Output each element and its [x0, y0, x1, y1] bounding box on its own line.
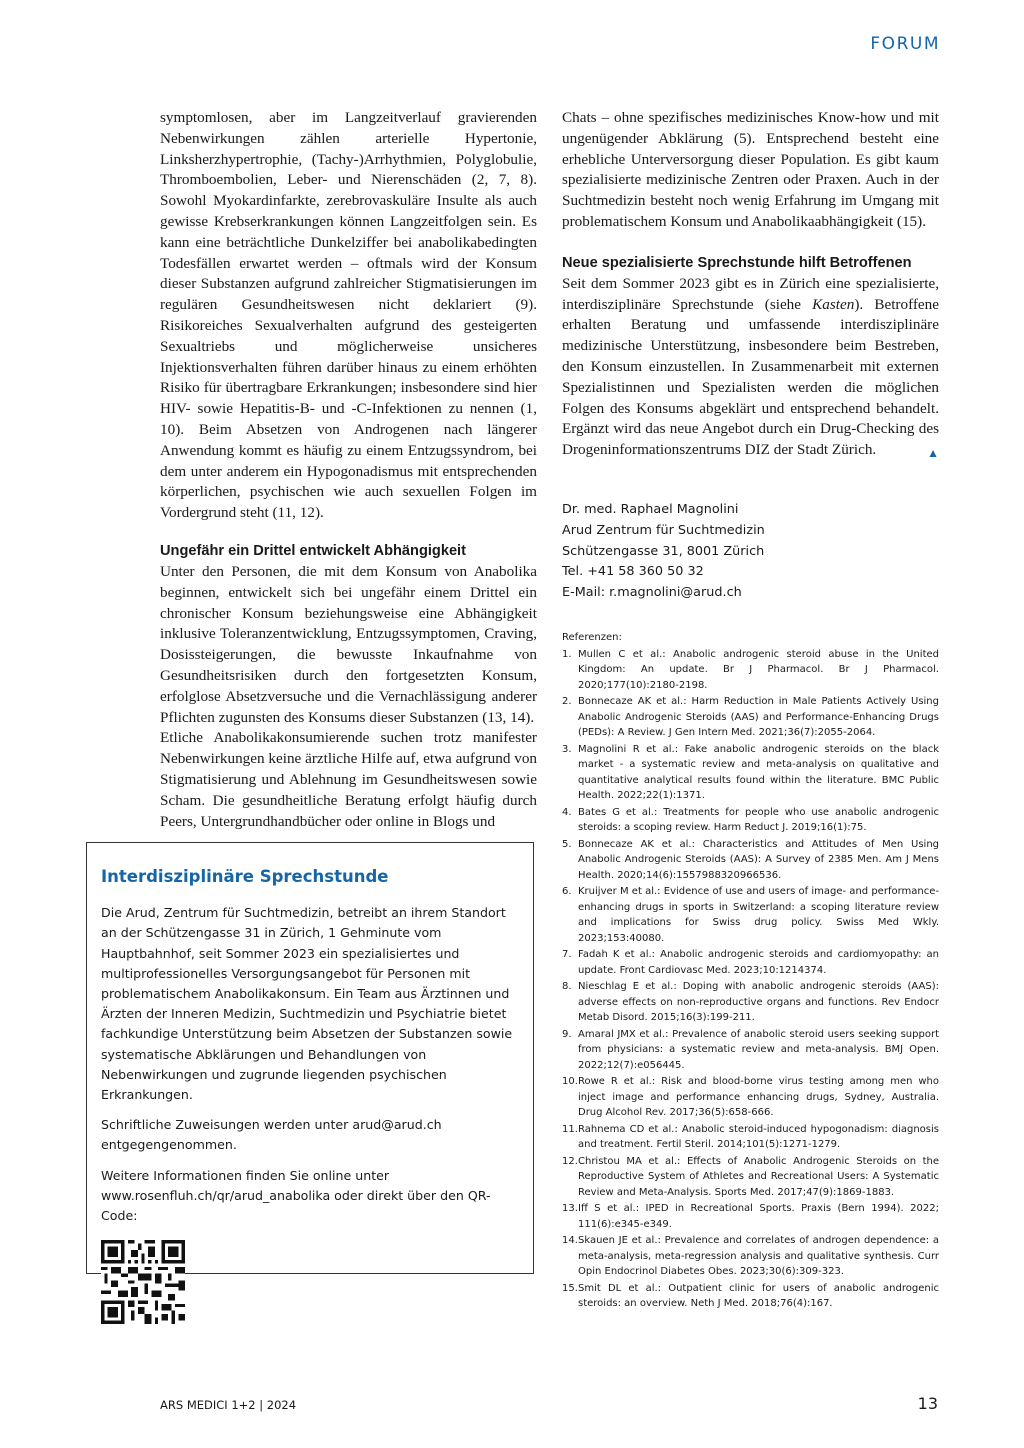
info-box-paragraph: Weitere Informationen finden Sie online unter www.rosenfluh.ch/qr/arud_anabolika oder direkt über den QR-Code:: [101, 1167, 491, 1224]
reference-text: Christou MA et al.: Effects of Anabolic Androgenic Steroids on the Reproductive System of Athletes and Recreational Users: A Systematic Review and Meta-Analysis. Sports Med. 2017;47(9):1869-1883.: [578, 1155, 939, 1198]
author-email: E-Mail: r.magnolini@arud.ch: [562, 585, 742, 601]
reference-number: 14.: [562, 1235, 578, 1246]
reference-number: 11.: [562, 1123, 578, 1135]
info-box-paragraph: Die Arud, Zentrum für Suchtmedizin, betreibt an ihrem Standort an der Schützengasse 31 in Zürich, 1 Gehminute vom Hauptbahnhof, seit Sommer 2023 ein spezialisiertes und multiprofessionelles Versorgungsangebot für Personen mit problematischem Anabolikakonsum. Ein Team aus Ärztinnen und Ärzten der Inneren Medizin, Suchtmedizin und Psychiatrie bietet fachkundige Unterstützung beim Absetzen der Substanzen sowie systematische Abklärungen und Behandlungen von Nebenwirkungen und zugrunde liegenden psychischen Erkrankungen.: [101, 905, 513, 1103]
reference-item: [562, 837, 939, 884]
reference-item: [562, 979, 939, 1026]
reference-item: [562, 1233, 939, 1280]
reference-text: Skauen JE et al.: Prevalence and correlates of androgen dependence: a meta-analysis, meta-regression analysis and qualitative synthesis. Curr Opin Endocrinol Diabetes Obes. 2023;30(6):309-323.: [578, 1235, 939, 1277]
reference-text: Amaral JMX et al.: Prevalence of anabolic steroid users seeking support from physicians: a systematic review and meta-analysis. BMJ Open. 2022;12(7):e056445.: [578, 1028, 939, 1071]
reference-item: [562, 647, 939, 694]
body-paragraph: symptomlosen, aber im Langzeitverlauf gravierenden Nebenwirkungen zählen arterielle Hypertonie, Linksherzhypertrophie, (Tachy-)Arrhythmien, Polyglobulie, Thromboembolien, Leber- und Nierenschäden (2, 7, 8). Sowohl Myokardinfarkte, zerebrovaskuläre Insulte als auch gewisse Krebserkrankungen können Langzeitfolgen sein. Es kann eine beträchtliche Dunkelziffer bei anabolikabedingten Todesfällen erwartet werden – oftmals wird der Konsum dieser Substanzen aufgrund zahlreicher Stigmatisierungen im regulären Gesundheitswesen nicht deklariert (9). Risikoreiches Sexualverhalten aufgrund des gesteigerten Sexualtriebs und möglicherweise unsicheres Injektionsverhalten führen darüber hinaus zu einem erhöhten Risiko für übertragbare Erkrankungen; insbesondere sind hier HIV- sowie Hepatitis-B- und -C-Infektionen zu nennen (1, 10). Beim Absetzen von Androgenen nach längerer Anwendung kommt es häufig zu einem Entzugssyndrom, bei dem unter anderem ein Hypogonadismus mit entsprechenden körperlichen, psychischen wie auch sexuellen Folgen im Vordergrund steht (11, 12).: [160, 109, 537, 522]
body-paragraph: Etliche Anabolikakonsumierende suchen trotz manifester Nebenwirkungen keine ärztliche Hilfe auf, etwa aufgrund von Stigmatisierung und Ablehnung im Gesundheitswesen sowie Scham. Die gesundheitliche Beratung erfolgt häufig durch Peers, Untergrundhandbücher oder online in Blogs und: [160, 729, 538, 830]
reference-text: Rowe R et al.: Risk and blood-borne virus testing among men who inject image and performance enhancing drugs, Sydney, Australia. Drug Alcohol Rev. 2017;36(5):658-666.: [578, 1076, 939, 1118]
reference-item: [562, 1281, 939, 1312]
reference-number: 4.: [562, 806, 572, 818]
author-org: Arud Zentrum für Suchtmedizin: [562, 522, 765, 538]
reference-text: Mullen C et al.: Anabolic androgenic steroid abuse in the United Kingdom: An update. Br J Pharmacol. Br J Pharmacol. 2020;177(10):2180-2198.: [578, 648, 939, 691]
reference-number: 5.: [562, 838, 572, 850]
reference-text: Nieschlag E et al.: Doping with anabolic androgenic steroids (AAS): adverse effects on non-reproductive organs and functions. Rev Endocr Metab Disord. 2015;16(3):199-211.: [578, 981, 939, 1023]
reference-item: [562, 947, 939, 978]
end-of-article-icon: ▲: [927, 446, 939, 461]
page-number: 13: [917, 1394, 938, 1413]
subheading: Ungefähr ein Drittel entwickelt Abhängigkeit: [160, 542, 466, 559]
reference-text: Magnolini R et al.: Fake anabolic androgenic steroids on the black market - a systematic review and meta-analysis on qualitative and quantitative analytical results found within the literature. BMC Public Health. 2022;22(1):1371.: [578, 743, 939, 801]
reference-item: [562, 805, 939, 836]
body-paragraph: Chats – ohne spezifisches medizinisches Know-how und mit ungenügender Abklärung (5). Entsprechend besteht eine erhebliche Unterversorgung dieser Population. Es gibt kaum spezialisierte medizinische Zentren oder Praxen. Auch in der Suchtmedizin besteht noch wenig Erfahrung im Umgang mit problematischem Konsum und Anabolikaabhängigkeit (15).: [562, 109, 939, 230]
reference-text: Bonnecaze AK et al.: Characteristics and Attitudes of Men Using Anabolic Androgenic Steroids (AAS): A Survey of 2385 Men. Am J Mens Health. 2020;14(6):1557988320966536.: [578, 838, 939, 881]
section-tag: FORUM: [870, 34, 940, 54]
reference-number: 2.: [562, 696, 572, 707]
reference-number: 15.: [562, 1282, 578, 1294]
reference-number: 6.: [562, 886, 572, 897]
reference-number: 8.: [562, 981, 572, 992]
references-title: Referenzen:: [562, 632, 622, 643]
reference-item: [562, 1074, 939, 1121]
left-column: [160, 108, 537, 832]
reference-item: [562, 694, 939, 741]
info-box: [86, 842, 534, 1274]
reference-text: Iff S et al.: IPED in Recreational Sports. Praxis (Bern 1994). 2022; 111(6):e345-e349.: [578, 1203, 939, 1230]
reference-text: Kruijver M et al.: Evidence of use and users of image- and performance-enhancing drugs in sports in Switzerland: a scoping literature review and implications for Swiss drug policy. Swiss Med Wkly. 2023;153:40080.: [578, 886, 939, 944]
references-list: [562, 647, 939, 1312]
reference-text: Rahnema CD et al.: Anabolic steroid-induced hypogonadism: diagnosis and treatment. Fertil Steril. 2014;101(5):1271-1279.: [578, 1123, 939, 1150]
author-contact: [562, 500, 765, 604]
reference-number: 10.: [562, 1076, 578, 1087]
subheading: Neue spezialisierte Sprechstunde hilft Betroffenen: [562, 254, 912, 271]
reference-item: [562, 1154, 939, 1201]
qr-code-icon[interactable]: [101, 1240, 185, 1324]
reference-text: Bonnecaze AK et al.: Harm Reduction in Male Patients Actively Using Anabolic Androgenic Steroids (AAS) and Performance-Enhancing Drugs (PEDs): A Review. J Gen Intern Med. 2021;36(7):2055-2064.: [578, 696, 939, 738]
reference-number: 7.: [562, 949, 572, 960]
references: [562, 630, 939, 1313]
author-address: Schützengasse 31, 8001 Zürich: [562, 543, 765, 559]
reference-number: 3.: [562, 743, 572, 755]
info-box-paragraph: Schriftliche Zuweisungen werden unter arud@arud.ch entgegengenommen.: [101, 1117, 442, 1153]
reference-item: [562, 742, 939, 804]
author-phone: Tel. +41 58 360 50 32: [562, 564, 704, 580]
box-reference: Kasten: [812, 295, 855, 313]
body-paragraph: Seit dem Sommer 2023 gibt es in Zürich eine spezialisierte, interdisziplinäre Sprechstunde (siehe Kasten). Betroffene erhalten Beratung und umfassende interdisziplinäre medizinische Unterstützung, insbesondere beim Bestreben, den Konsum einzustellen. In Zusammenarbeit mit externen Spezialistinnen und Spezialisten werden die möglichen Folgen des Konsums abgeklärt und entsprechend behandelt. Ergänzt wird das neue Angebot durch ein Drug-Checking des Drogeninformationszentrums DIZ der Stadt Zürich. ▲: [562, 274, 939, 461]
info-box-title: Interdisziplinäre Sprechstunde: [101, 867, 389, 886]
journal-footer: ARS MEDICI 1+2 | 2024: [160, 1398, 297, 1412]
reference-number: 13.: [562, 1203, 578, 1214]
reference-number: 1.: [562, 648, 572, 660]
reference-item: [562, 884, 939, 946]
reference-text: Smit DL et al.: Outpatient clinic for users of anabolic androgenic steroids: an overview. Neth J Med. 2018;76(4):167.: [578, 1282, 939, 1309]
right-column: [562, 108, 939, 464]
reference-text: Fadah K et al.: Anabolic androgenic steroids and cardiomyopathy: an update. Front Cardiovasc Med. 2023;10:1214374.: [578, 949, 939, 976]
reference-item: [562, 1122, 939, 1153]
reference-number: 12.: [562, 1155, 578, 1167]
author-name: Dr. med. Raphael Magnolini: [562, 502, 739, 517]
reference-number: 9.: [562, 1028, 572, 1040]
body-paragraph: Unter den Personen, die mit dem Konsum von Anabolika beginnen, entwickelt sich bei ungefähr einem Drittel ein chronischer Konsum beziehungsweise eine Abhängigkeit inklusive Toleranzentwicklung, Entzugssymptomen, Craving, Dosissteigerungen, die bewusste Inkaufnahme von Gesundheitsrisiken durch den fortgesetzten Konsum, erfolglose Absetzversuche und die Vernachlässigung anderer Pflichten zugunsten des Konsums dieser Substanzen (13, 14).: [160, 562, 537, 726]
reference-item: [562, 1201, 939, 1232]
reference-item: [562, 1027, 939, 1074]
reference-text: Bates G et al.: Treatments for people who use anabolic androgenic steroids: a scoping review. Harm Reduct J. 2019;16(1):75.: [578, 806, 939, 833]
